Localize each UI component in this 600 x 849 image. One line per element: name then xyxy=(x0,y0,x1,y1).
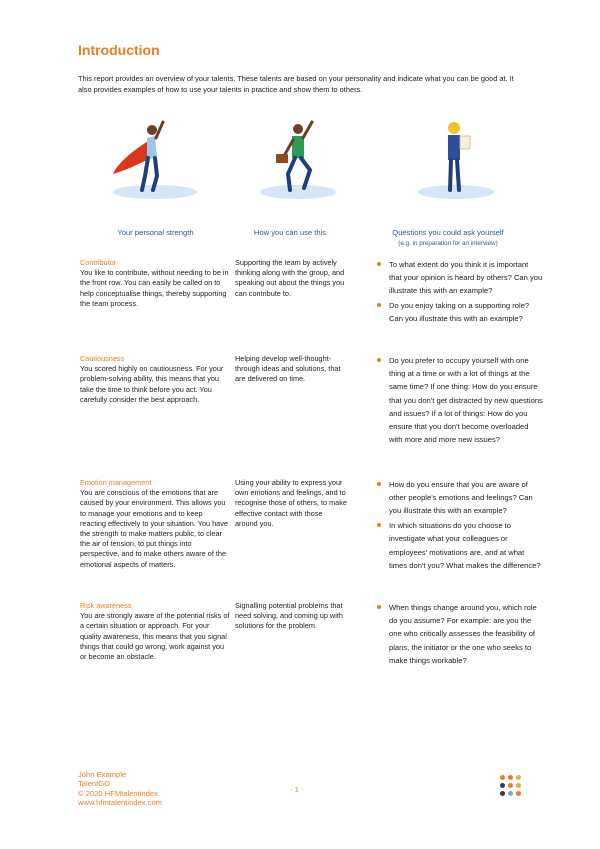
use-text: Signalling potential problems that need solving, and coming up with solutions for the problem. xyxy=(235,601,343,631)
intro-paragraph: This report provides an overview of your talents. These talents are based on your personality and indicate what you can be good at. It also provides examples of how to use your talents in practice and show them to others. xyxy=(78,74,514,94)
strength-text: You like to contribute, without needing to be in the front row. You can easily be called on to help conceptualise things, thereby supporting the team process. xyxy=(80,268,229,308)
strength-cell xyxy=(80,354,230,405)
page-title: Introduction xyxy=(78,42,160,58)
company-logo-icon xyxy=(500,775,524,799)
briefcase-person-illustration xyxy=(238,112,358,212)
bullet-icon xyxy=(377,523,381,527)
footer-copyright: © 2020 HFMtalentindex xyxy=(78,788,158,798)
column-header-strength: Your personal strength xyxy=(117,228,194,237)
bullet-icon xyxy=(377,482,381,486)
question-item: In which situations do you choose to investigate what your colleagues or employees' motivations are, and at what times don't you? What makes the difference? xyxy=(375,519,543,572)
question-item: When things change around you, which role do you assume? For example: are you the one who critically assesses the feasibility of plans, the initiator or the one who seeks to make things workable? xyxy=(375,601,543,667)
column-header-use: How you can use this xyxy=(253,228,327,237)
talent-label: Cautiousness xyxy=(80,354,125,363)
questions-cell xyxy=(375,601,543,669)
bullet-icon xyxy=(377,358,381,362)
question-item: Do you enjoy taking on a supporting role? Can you illustrate this with an example? xyxy=(375,299,543,325)
strength-text: You are conscious of the emotions that are caused by your environment. This allows you to manage your emotions and to keep reacting effectively to your situation. You have the strength to make matters public, to clear the air of tension, to put things into perspective, and to make others aware of the emotional aspects of matters. xyxy=(80,488,228,569)
use-text: Helping develop well-thought-through ideas and solutions, that are delivered on time. xyxy=(235,354,341,384)
question-item: How do you ensure that you are aware of other people's emotions and feelings? Can you illustrate this with an example? xyxy=(375,478,543,518)
superhero-illustration xyxy=(95,112,215,212)
footer-website[interactable]: www.hfmtalentindex.com xyxy=(78,798,162,808)
strength-text: You are strongly aware of the potential risks of a certain situation or approach. For your quality awareness, this means that you signal things that could go wrong, work against you or become an obstacle. xyxy=(80,611,230,662)
reading-person-illustration xyxy=(396,112,516,212)
question-item: Do you prefer to occupy yourself with one thing at a time or with a lot of things at the same time? If one thing: How do you ensure that you don't get distracted by new questions and issues? If a lot of things: How do you ensure that you don't become overloaded with more and more new issues? xyxy=(375,354,543,446)
bullet-icon xyxy=(377,605,381,609)
questions-cell xyxy=(375,258,543,327)
footer xyxy=(78,770,162,808)
column-subheader-questions: (e.g. in preparation for an interview) xyxy=(398,240,498,247)
talent-label: Risk awareness xyxy=(80,601,132,610)
strength-text: You scored highly on cautiousness. For your problem-solving ability, this means that you take the time to think before you act. You carefully consider the best approach. xyxy=(80,364,224,404)
footer-product: TalentGO xyxy=(78,779,111,789)
questions-cell xyxy=(375,478,543,573)
talent-label: Contributor xyxy=(80,258,117,267)
use-text: Using your ability to express your own emotions and feelings, and to recognise those of others, to make effective contact with those around you. xyxy=(235,478,347,528)
bullet-icon xyxy=(377,303,381,307)
questions-cell xyxy=(375,354,543,448)
strength-cell xyxy=(80,601,230,662)
footer-name: John Example xyxy=(78,770,127,779)
use-text: Supporting the team by actively thinking along with the group, and speaking out about the things you can contribute to. xyxy=(235,258,345,298)
strength-cell xyxy=(80,258,230,309)
strength-cell xyxy=(80,478,230,570)
bullet-icon xyxy=(377,262,381,266)
talent-label: Emotion management xyxy=(80,478,152,487)
question-item: To what extent do you think it is important that your opinion is heard by others? Can you illustrate this with an example? xyxy=(375,258,543,298)
column-header-questions: Questions you could ask yourself xyxy=(392,228,504,237)
page-number: - 1 - xyxy=(290,785,304,794)
